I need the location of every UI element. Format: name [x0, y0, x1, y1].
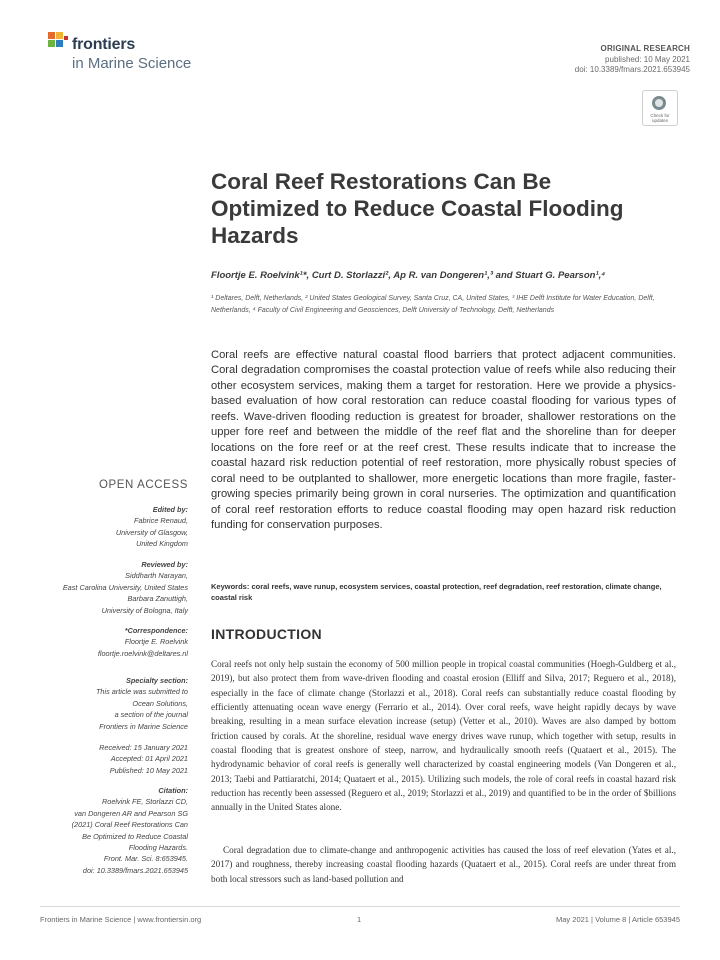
introduction-heading: INTRODUCTION: [211, 626, 322, 642]
keywords: [211, 581, 676, 603]
citation-line: (2021) Coral Reef Restorations Can: [71, 820, 188, 830]
keywords-list: coral reefs, wave runup, ecosystem services, coastal protection, reef degradation, reef restoration, climate change, coastal risk: [211, 582, 662, 602]
reviewer-line: University of Bologna, Italy: [101, 605, 188, 615]
reviewer-line: East Carolina University, United States: [62, 582, 188, 592]
article-type: ORIGINAL RESEARCH: [600, 44, 690, 53]
editor-line: University of Glasgow,: [115, 527, 188, 537]
specialty-line: Ocean Solutions,: [132, 698, 188, 708]
affiliations: ¹ Deltares, Delft, Netherlands, ² United States Geological Survey, Santa Cruz, CA, United States, ³ IHE Delft Institute for Water Education, Delft, Netherlands, ⁴ Faculty of Civil Engineering and Geosciences, Delft University of Technology, Delft, Netherlands: [211, 295, 655, 314]
citation-line: Be Optimized to Reduce Coastal: [82, 831, 188, 841]
journal-logo-frontiers: frontiers: [72, 36, 136, 53]
published-date-side: Published: 10 May 2021: [109, 765, 188, 775]
reviewed-by-label: Reviewed by:: [141, 560, 188, 569]
editor-line: United Kingdom: [136, 539, 188, 549]
reviewer-line: Barbara Zanuttigh,: [127, 594, 188, 604]
citation-label: Citation:: [158, 786, 188, 795]
correspondence-email[interactable]: floortje.roelvink@deltares.nl: [97, 648, 188, 658]
footer-divider: [40, 906, 680, 907]
journal-logo-subtitle: in Marine Science: [72, 55, 192, 72]
published-date: published: 10 May 2021: [605, 54, 690, 64]
reviewed-by-section: [28, 559, 188, 616]
accepted-date: Accepted: 01 April 2021: [110, 754, 188, 764]
citation-line: van Dongeren AR and Pearson SG: [74, 808, 188, 818]
specialty-line: a section of the journal: [114, 710, 188, 720]
introduction-paragraph: Coral degradation due to climate-change and anthropogenic activities has caused the loss of reef elevation (Yates et al., 2017) and roughness, thereby increasing coastal flooding hazards (Quataert et al., 2015). Coral reefs are under threat from both local stressors such as land-based pollution and: [211, 845, 676, 884]
updates-label: Check for updates: [650, 113, 670, 123]
open-access-label: OPEN ACCESS: [98, 479, 188, 491]
doi[interactable]: doi: 10.3389/fmars.2021.653945: [574, 65, 690, 74]
correspondence-name: Floortje E. Roelvink: [124, 637, 188, 647]
author-list: Floortje E. Roelvink¹*, Curt D. Storlazzi², Ap R. van Dongeren¹,³ and Stuart G. Pearson¹,⁴: [211, 270, 606, 281]
footer-journal-link[interactable]: Frontiers in Marine Science | www.frontiersin.org: [40, 915, 202, 924]
citation-line: Roelvink FE, Storlazzi CD,: [102, 797, 188, 807]
received-date: Received: 15 January 2021: [99, 743, 188, 752]
dates-section: [28, 742, 188, 776]
specialty-line: Frontiers in Marine Science: [99, 721, 188, 731]
edited-by-section: [28, 504, 188, 550]
citation-line[interactable]: doi: 10.3389/fmars.2021.653945: [82, 865, 188, 875]
frontiers-logo-icon: [46, 30, 70, 54]
updates-icon: [652, 96, 666, 110]
introduction-paragraph: Coral reefs not only help sustain the economy of 500 million people in tropical coastal communities (Hoegh-Guldberg et al., 2019), but also protect them from wave-driven flooding and coastal erosion (Elliff and Silva, 2017; Reguero et al., 2018), especially in the face of climate change (Storlazzi et al., 2018). Coral reefs can substantially reduce coastal flooding by efficiently attenuating ocean wave energy (Ferrario et al., 2014). Over coral reefs, wave height rapidly decays by wave breaking, resulting in a mean surface elevation increase (setup) (Vetter et al., 2010). Waves are also damped by bottom friction caused by corals. At the shoreline, residual wave energy drives wave runup, which together with setup, results in coastal flooding that is greatest onshore of steep, narrow, and hydraulically smooth reefs (Quataert et al., 2015). The hydrodynamic behavior of coral reefs is generally well characterized by coastal engineering models (Van Dongeren et al., 2013; Taebi and Pattiaratchi, 2014; Quataert et al., 2015). Utilizing such models, the role of coral reefs in coastal hazard risk reduction has recently been assessed (Reguero et al., 2019; Storlazzi et al., 2019) and quantified to be in the order of $billions annually in the United States alone.: [211, 659, 676, 813]
edited-by-label: Edited by:: [152, 505, 188, 514]
reviewer-line: Siddharth Narayan,: [125, 571, 188, 581]
footer-volume-info: May 2021 | Volume 8 | Article 653945: [556, 915, 680, 924]
specialty-label: Specialty section:: [125, 676, 188, 685]
correspondence-section: [28, 625, 188, 659]
citation-line: Front. Mar. Sci. 8:653945.: [103, 854, 188, 864]
citation-line: Flooding Hazards.: [128, 843, 188, 853]
article-meta: [575, 44, 690, 76]
page-number: 1: [357, 915, 362, 924]
abstract: Coral reefs are effective natural coastal flood barriers that protect adjacent communities. Coral degradation compromises the coastal protection value of reefs while also reducing their other ecosystem services, making them a target for restoration. Here we provide a physics-based evaluation of how coral restoration can reduce coastal flooding for various types of reefs. Wave-driven flooding reduction is greatest for broader, shallower restorations on the upper fore reef and between the middle of the reef flat and the shoreline than for deeper locations on the fore reef or at the reef crest. These results indicate that to increase the coastal hazard risk reduction potential of reef restoration, more physically robust species of coral need to be outplanted to shallower, more energetic locations than more fragile, faster-growing species primarily being grown in coral nurseries. The optimization and quantification of coral reef restoration efforts to reduce coastal flooding may open hazard risk reduction funding for conservation purposes.: [211, 349, 676, 531]
article-title: Coral Reef Restorations Can Be Optimized to Reduce Coastal Flooding Hazards: [211, 169, 624, 248]
specialty-line: This article was submitted to: [95, 687, 188, 697]
citation-section: [28, 785, 188, 876]
correspondence-label: *Correspondence:: [124, 626, 188, 635]
check-for-updates-button[interactable]: [642, 90, 678, 126]
editor-line: Fabrice Renaud,: [134, 516, 188, 526]
keywords-label: Keywords:: [211, 582, 250, 591]
specialty-section: [28, 675, 188, 732]
